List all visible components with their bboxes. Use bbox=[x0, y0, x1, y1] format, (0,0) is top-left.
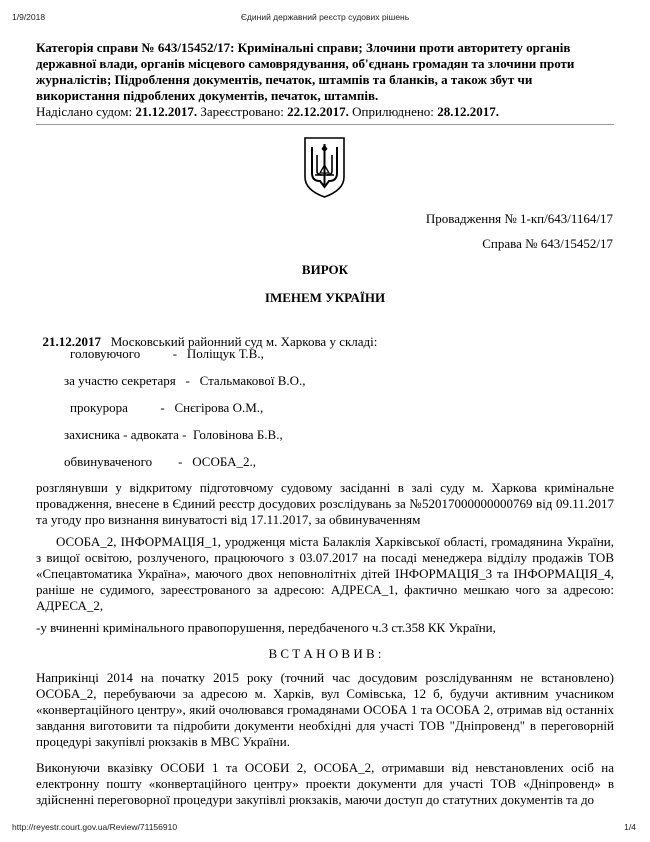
proceeding-number: Провадження № 1-кп/643/1164/17 bbox=[425, 211, 613, 226]
composition-prosecutor: прокурора - Снєгірова О.М., bbox=[70, 400, 264, 415]
sent-date: 21.12.2017. bbox=[135, 104, 198, 119]
case-category bbox=[36, 40, 586, 104]
paragraph-accused-info: ОСОБА_2, ІНФОРМАЦІЯ_1, уродженця міста Балаклія Харківської області, громадянина України, з вищої освітою, розлученого, працюючого з 03.07.2017 на посаді менеджера відділу продажів ТОВ «Спецавтоматика Україна», маючого двох неповнолітніх дітей ІНФОРМАЦІЯ_3 та ІНФОРМАЦІЯ_4, раніше не судимого, зареєстрованого за адресою: АДРЕСА_1, фактично мешкаю чого за адресою: АДРЕСА_2, bbox=[36, 534, 614, 613]
category-text: 643/15452/17: Кримінальні справи; Злочини проти авторитету органів державної влади, органів місцевого самоврядування, об'єднань громадян та злочини проти журналістів; Підроблення документів, печаток, штампів та бланків, а також збут чи використання підроблених документів, печаток, штампів. bbox=[36, 40, 575, 103]
registered-date: 22.12.2017. bbox=[287, 104, 349, 119]
established-heading: В С Т А Н О В И В : bbox=[268, 646, 382, 661]
verdict-date: 21.12.2017 bbox=[42, 334, 101, 349]
paragraph-facts-1: Наприкінці 2014 на початку 2015 року (точний час досудовим розслідуванням не встановлено) ОСОБА_2, перебуваючи за адресою м. Харків, вул Сомівська, 12 б, будучи активним учасником «конвертаційного центру», який очолювався громадянами ОСОБА 1 та ОСОБА 2, отримав від останніх завдання виготовити та підробити документи необхідні для участі ТОВ "Дніпровенд" в переговорній процедурі закупівлі рюкзаків в МВС України. bbox=[36, 670, 614, 749]
published-date: 28.12.2017. bbox=[437, 104, 499, 119]
composition-judge: головуючого - Поліщук Т.В., bbox=[70, 346, 264, 361]
court-text: Московський районний суд м. Харкова у складі: bbox=[101, 334, 378, 349]
sent-label: Надіслано судом: bbox=[36, 104, 136, 119]
case-number: Справа № 643/15452/17 bbox=[482, 236, 613, 251]
coat-of-arms-icon bbox=[302, 135, 347, 199]
registered-label: Зареєстровано: bbox=[197, 104, 288, 119]
header-divider bbox=[36, 124, 614, 125]
paragraph-facts-2: Виконуючи вказівку ОСОБИ 1 та ОСОБИ 2, ОСОБА_2, отримавши від невстановлених осіб на електронну пошту «конвертаційного центру» проекти документи для участі ТОВ «Дніпровенд» в здійсненні переговорної процедури закупівлі рюкзаків, маючи доступ до статутних документів та до bbox=[36, 760, 614, 807]
print-site-title: Єдиний державний реєстр судових рішень bbox=[240, 12, 410, 22]
paragraph-review: розглянувши у відкритому підготовчому судовому засіданні в залі суду м. Харкова кримінальне провадження, внесене в Єдиний реєстр досудових розслідувань за №52017000000000769 від 09.11.2017 та угоду про визнання винуватості від 17.11.2017, за обвинуваченням bbox=[36, 480, 614, 527]
page-number: 1/4 bbox=[624, 822, 636, 832]
composition-accused: обвинуваченого - ОСОБА_2., bbox=[64, 454, 257, 469]
paragraph-charge: -у вчиненні кримінального правопорушення, передбаченого ч.3 ст.358 КК України, bbox=[36, 620, 496, 635]
category-prefix: Категорія справи № bbox=[36, 40, 158, 55]
verdict-title: ВИРОК bbox=[301, 262, 349, 277]
case-dates bbox=[36, 104, 614, 120]
print-date: 1/9/2018 bbox=[12, 12, 46, 22]
composition-secretary: за участю секретаря - Стальмакової В.О., bbox=[64, 373, 306, 388]
composition-defender: захисника - адвоката - Головінова Б.В., bbox=[64, 427, 283, 442]
verdict-subtitle: ІМЕНЕМ УКРАЇНИ bbox=[264, 290, 386, 305]
source-url[interactable]: http://reyestr.court.gov.ua/Review/71156910 bbox=[12, 822, 178, 832]
published-label: Оприлюднено: bbox=[348, 104, 438, 119]
